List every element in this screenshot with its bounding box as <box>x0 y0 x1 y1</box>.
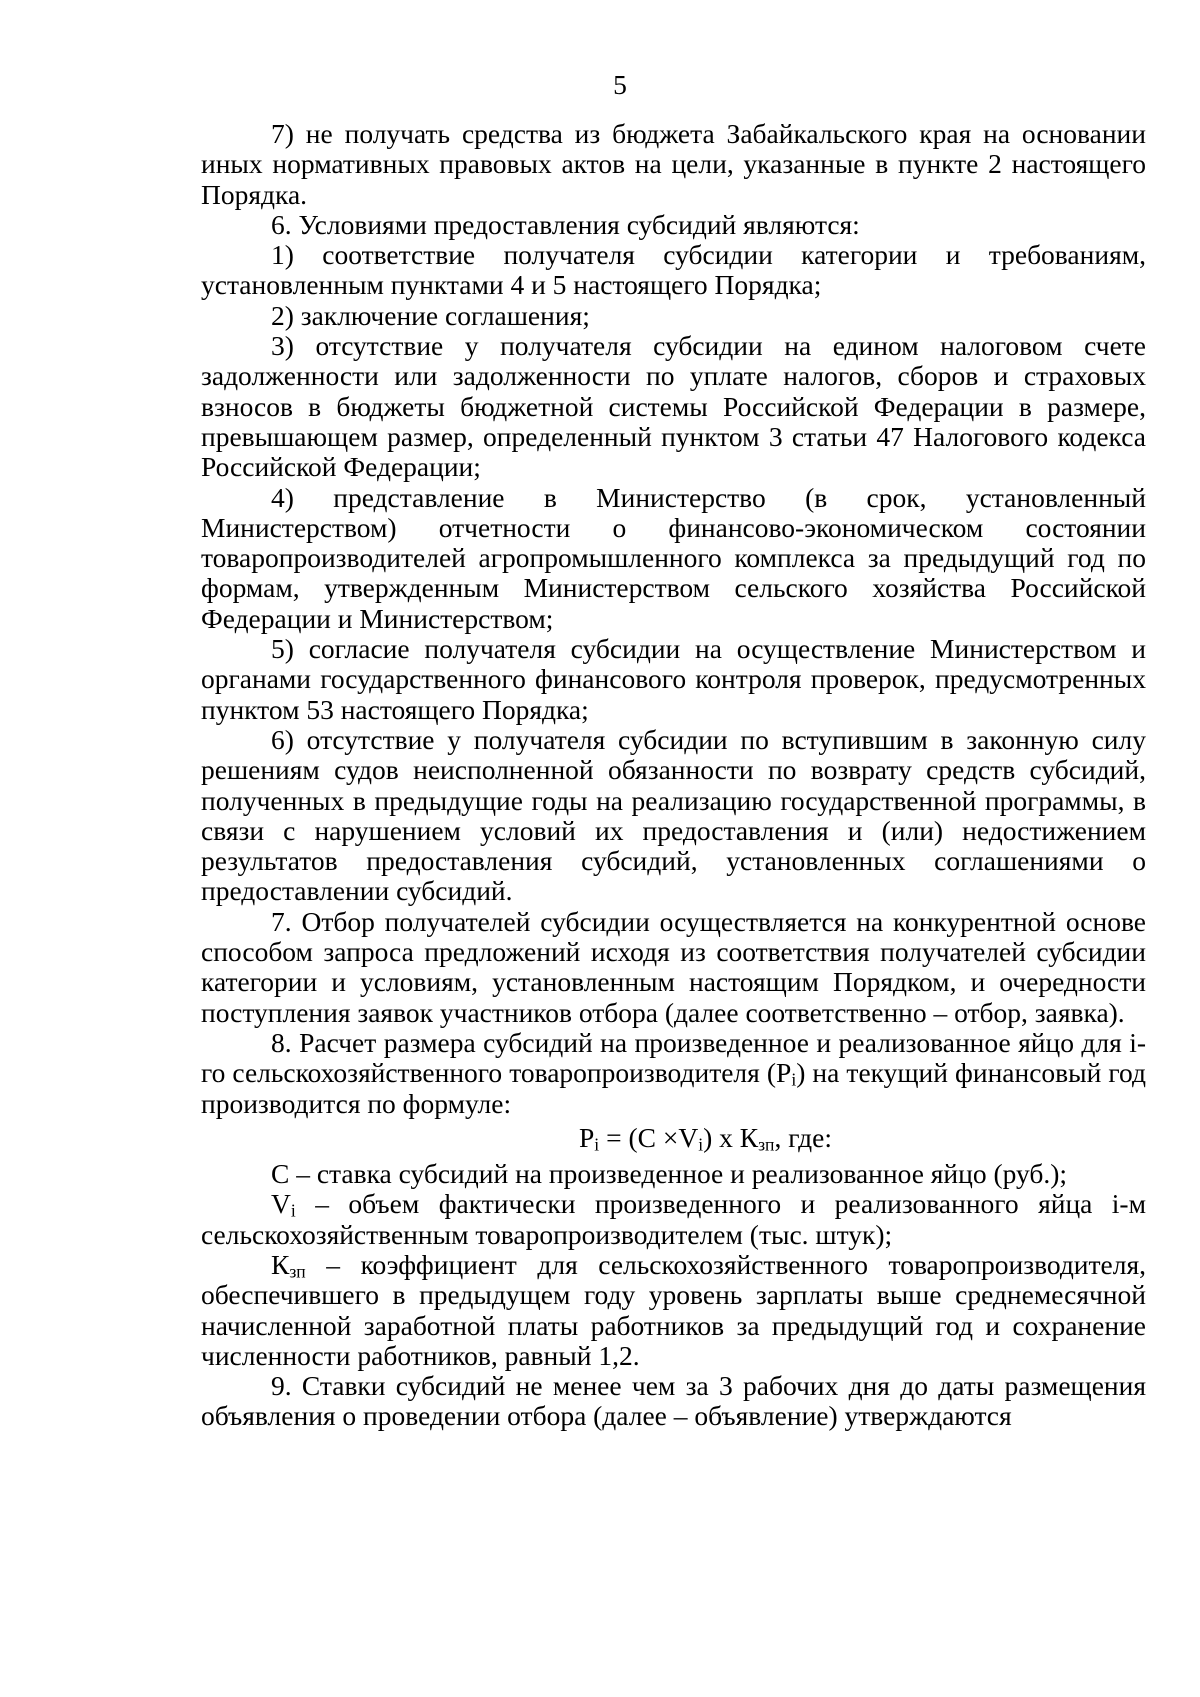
definition-v-symbol: V <box>271 1188 291 1220</box>
formula-tail: , где: <box>774 1121 832 1153</box>
formula-mid: = (C ×V <box>599 1121 699 1153</box>
definition-c: С – ставка субсидий на произведенное и реализованное яйцо (руб.); <box>271 1158 1068 1190</box>
document-body <box>201 119 1146 1432</box>
formula-k-subscript: зп <box>758 1134 775 1155</box>
paragraph-condition-2: 2) заключение соглашения; <box>271 299 590 331</box>
paragraph-item-7: 7) не получать средства из бюджета Забайкальского края на основании иных нормативных правовых актов на цели, указанные в пункте 2 настоящего Порядка. <box>201 118 1146 210</box>
formula-end: ) x К <box>703 1121 759 1153</box>
section-8-text-start: 8. Расчет размера субсидий на произведенное и реализованное яйцо для i-го сельскохозяйственного товаропроизводителя (P <box>201 1026 1146 1089</box>
definition-k-subscript: зп <box>289 1261 306 1282</box>
paragraph-condition-6: 6) отсутствие у получателя субсидии по вступившим в законную силу решениям судов неисполненной обязанности по возврату средств субсидий, полученных в предыдущие годы на реализацию государственной программы, в связи с нарушением условий их предоставления и (или) недостижением результатов предоставления субсидий, установленных соглашениями о предоставлении субсидий. <box>201 723 1146 907</box>
definition-k <box>201 1250 1146 1371</box>
definition-v-subscript: i <box>290 1200 296 1221</box>
definition-v-text: – объем фактически произведенного и реализованного яйца i-м сельскохозяйственным товаропроизводителем (тыс. штук); <box>201 1188 1146 1250</box>
formula-v-subscript: i <box>698 1134 704 1155</box>
definition-v <box>201 1189 1146 1250</box>
formula-p: P <box>579 1121 595 1153</box>
paragraph-section-7: 7. Отбор получателей субсидии осуществляется на конкурентной основе способом запроса предложений исходя из соответствия получателей субсидии категории и условиям, установленным настоящим Порядком, и очередности поступления заявок участников отбора (далее соответственно – отбор, заявка). <box>201 905 1146 1028</box>
paragraph-condition-1: 1) соответствие получателя субсидии категории и требованиям, установленным пунктами 4 и 5 настоящего Порядка; <box>201 239 1146 301</box>
paragraph-condition-4: 4) представление в Министерство (в срок, установленный Министерством) отчетности о финансово-экономическом состоянии товаропроизводителей агропромышленного комплекса за предыдущий год по формам, утвержденным Министерством сельского хозяйства Российской Федерации и Министерством; <box>201 481 1146 634</box>
paragraph-section-8 <box>201 1028 1146 1119</box>
definition-k-text: – коэффициент для сельскохозяйственного товаропроизводителя, обеспечившего в предыдущем году уровень зарплаты выше среднемесячной начисленной заработной платы работников за предыдущий год и сохранение численности работников, равный 1,2. <box>201 1248 1146 1371</box>
subsidy-formula <box>201 1123 1146 1153</box>
paragraph-section-9: 9. Ставки субсидий не менее чем за 3 рабочих дня до даты размещения объявления о проведении отбора (далее – объявление) утверждаются <box>201 1370 1146 1432</box>
paragraph-condition-5: 5) согласие получателя субсидии на осуществление Министерством и органами государственного финансового контроля проверок, предусмотренных пунктом 53 настоящего Порядка; <box>201 633 1146 725</box>
page-number: 5 <box>613 69 627 100</box>
section-8-text-end: ) на текущий финансовый год производится по формуле: <box>201 1057 1146 1119</box>
definition-k-symbol: К <box>271 1248 290 1280</box>
formula-p-subscript: i <box>594 1134 600 1155</box>
paragraph-condition-3: 3) отсутствие у получателя субсидии на едином налоговом счете задолженности или задолженности по уплате налогов, сборов и страховых взносов в бюджеты бюджетной системы Российской Федерации в размере, превышающем размер, определенный пунктом 3 статьи 47 Налогового кодекса Российской Федерации; <box>201 330 1146 483</box>
paragraph-section-6: 6. Условиями предоставления субсидий являются: <box>271 208 860 240</box>
subscript-i: i <box>791 1069 797 1090</box>
